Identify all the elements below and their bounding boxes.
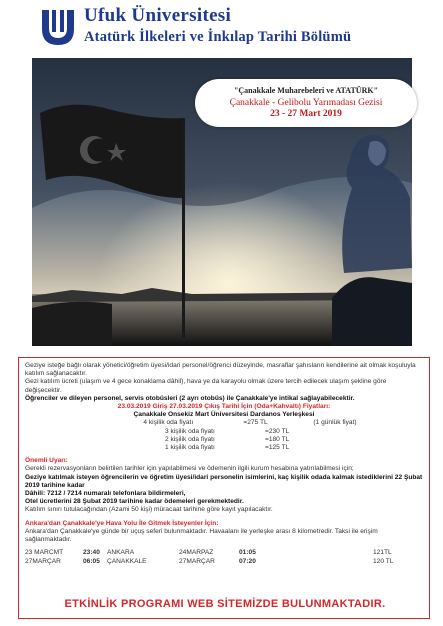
price-value: =230 TL [265,427,290,435]
price-row [25,428,423,436]
university-name: Ufuk Üniversitesi [84,5,232,26]
warning-text: Gerekli rezervasyonların belirtilen tarihler için yapılabilmesi ve ödemenin ilgili kurum hesabına yatırılabilmesi için; [25,465,354,473]
price-room: 3 kişilik oda fiyatı [165,427,215,435]
flight-price: 121TL [373,549,392,557]
event-subtitle: Çanakkale - Gelibolu Yarımadası Gezisi [229,98,383,108]
dates-prices-heading: 23.03.2019 Giriş 27.03.2019 Çıkış Tarihi İçin (Oda+Kahvaltı) Fiyatları: [117,403,331,411]
price-row [25,419,423,427]
event-title-box [195,79,417,127]
warning-title: Önemli Uyarı: [25,457,68,465]
flight-date: 23 MARCMT [25,549,64,557]
department-name: Atatürk İlkeleri ve İnkılap Tarihi Bölümü [84,29,352,45]
flight-city: ANKARA [107,549,135,557]
warning-text: Dâhili: 7212 / 7214 numaralı telefonlara bildirmeleri, [25,490,186,498]
flight-time: 23:40 [83,549,100,557]
header [0,0,443,52]
flight-city: ÇANAKKALE [107,557,147,565]
price-value: =180 TL [265,435,290,443]
flight-date: 24MARPAZ [179,549,214,557]
price-room: 1 kişilik oda fiyatı [165,444,215,452]
fee-note: Gezi katılım ücreti (ulaşım ve 4 gece konaklama dâhil), hava ye da karayolu olmak üzere tercih edilecek ulaşım şekline göre değişecektir. [25,378,387,394]
bus-note: Öğrenciler ve dileyen personel, servis otobüsleri (2 ayrı otobüs) ile Çanakkale'ye intikal sağlayabilecektir. [25,394,355,402]
price-row [25,436,423,444]
warning-text: Katılım sınırı tutulacağından (Azami 50 kişi) müracaat tarihine göre kayıt yapılacaktır. [25,506,273,514]
info-box [18,357,430,619]
flight-row [25,549,423,557]
warning-text: Geziye katılmak isteyen öğrencilerin ve öğretim üyesi/idari personelin isimlerini, kaç kişilik odada kalmak istediklerini 22 Şubat 2019 tarihine kadar [25,473,423,489]
flight-time: 01:05 [239,549,256,557]
flight-date: 27MARÇAR [25,557,61,565]
price-room: 2 kişilik oda fiyatı [165,435,215,443]
air-travel-text: Ankara'dan Çanakkale'ye günde bir uçuş seferi bulunmaktadır. Havaalanı ile yerleşke arası 8 kilometredir. Taksi ile erişim sağlanmaktadır. [25,527,378,544]
air-travel-title: Ankara'dan Çanakkale'ye Hava Yolu İle Gitmek İsteyenler İçin: [25,519,219,527]
event-dates: 23 - 27 Mart 2019 [270,109,342,119]
price-note: (1 günlük fiyat) [313,419,357,427]
university-logo-icon [38,6,78,46]
flight-time: 06:05 [83,557,100,565]
event-title: "Çanakkale Muharebeleri ve ATATÜRK" [233,86,379,95]
warning-text: Otel ücretlerini 28 Şubat 2019 tarihine kadar ödemeleri gerekmektedir. [25,498,244,506]
flight-price: 120 TL [373,557,394,565]
flight-date: 27MARÇAR [179,557,215,565]
hotel-name: Çanakkale Onsekiz Mart Üniversitesi Dardanos Yerleşkesi [133,411,315,419]
price-value: =275 TL [243,419,268,427]
footer-notice: ETKİNLİK PROGRAMI WEB SİTEMİZDE BULUNMAKTADIR. [64,598,386,610]
intro-text: Geziye isteğe bağlı olarak yönetici/öğretim üyesi/idari personel/öğrenci düzeyinde, masraflar şahısların kendilerine ait olmak koşuluyla katılım sağlanacaktır. [25,362,416,378]
flight-time: 07:20 [239,557,256,565]
price-room: 4 kişilik oda fiyatı [143,419,194,427]
price-row [25,444,423,452]
flight-schedule [25,549,423,566]
flight-row [25,558,423,566]
price-value: =125 TL [265,444,290,452]
